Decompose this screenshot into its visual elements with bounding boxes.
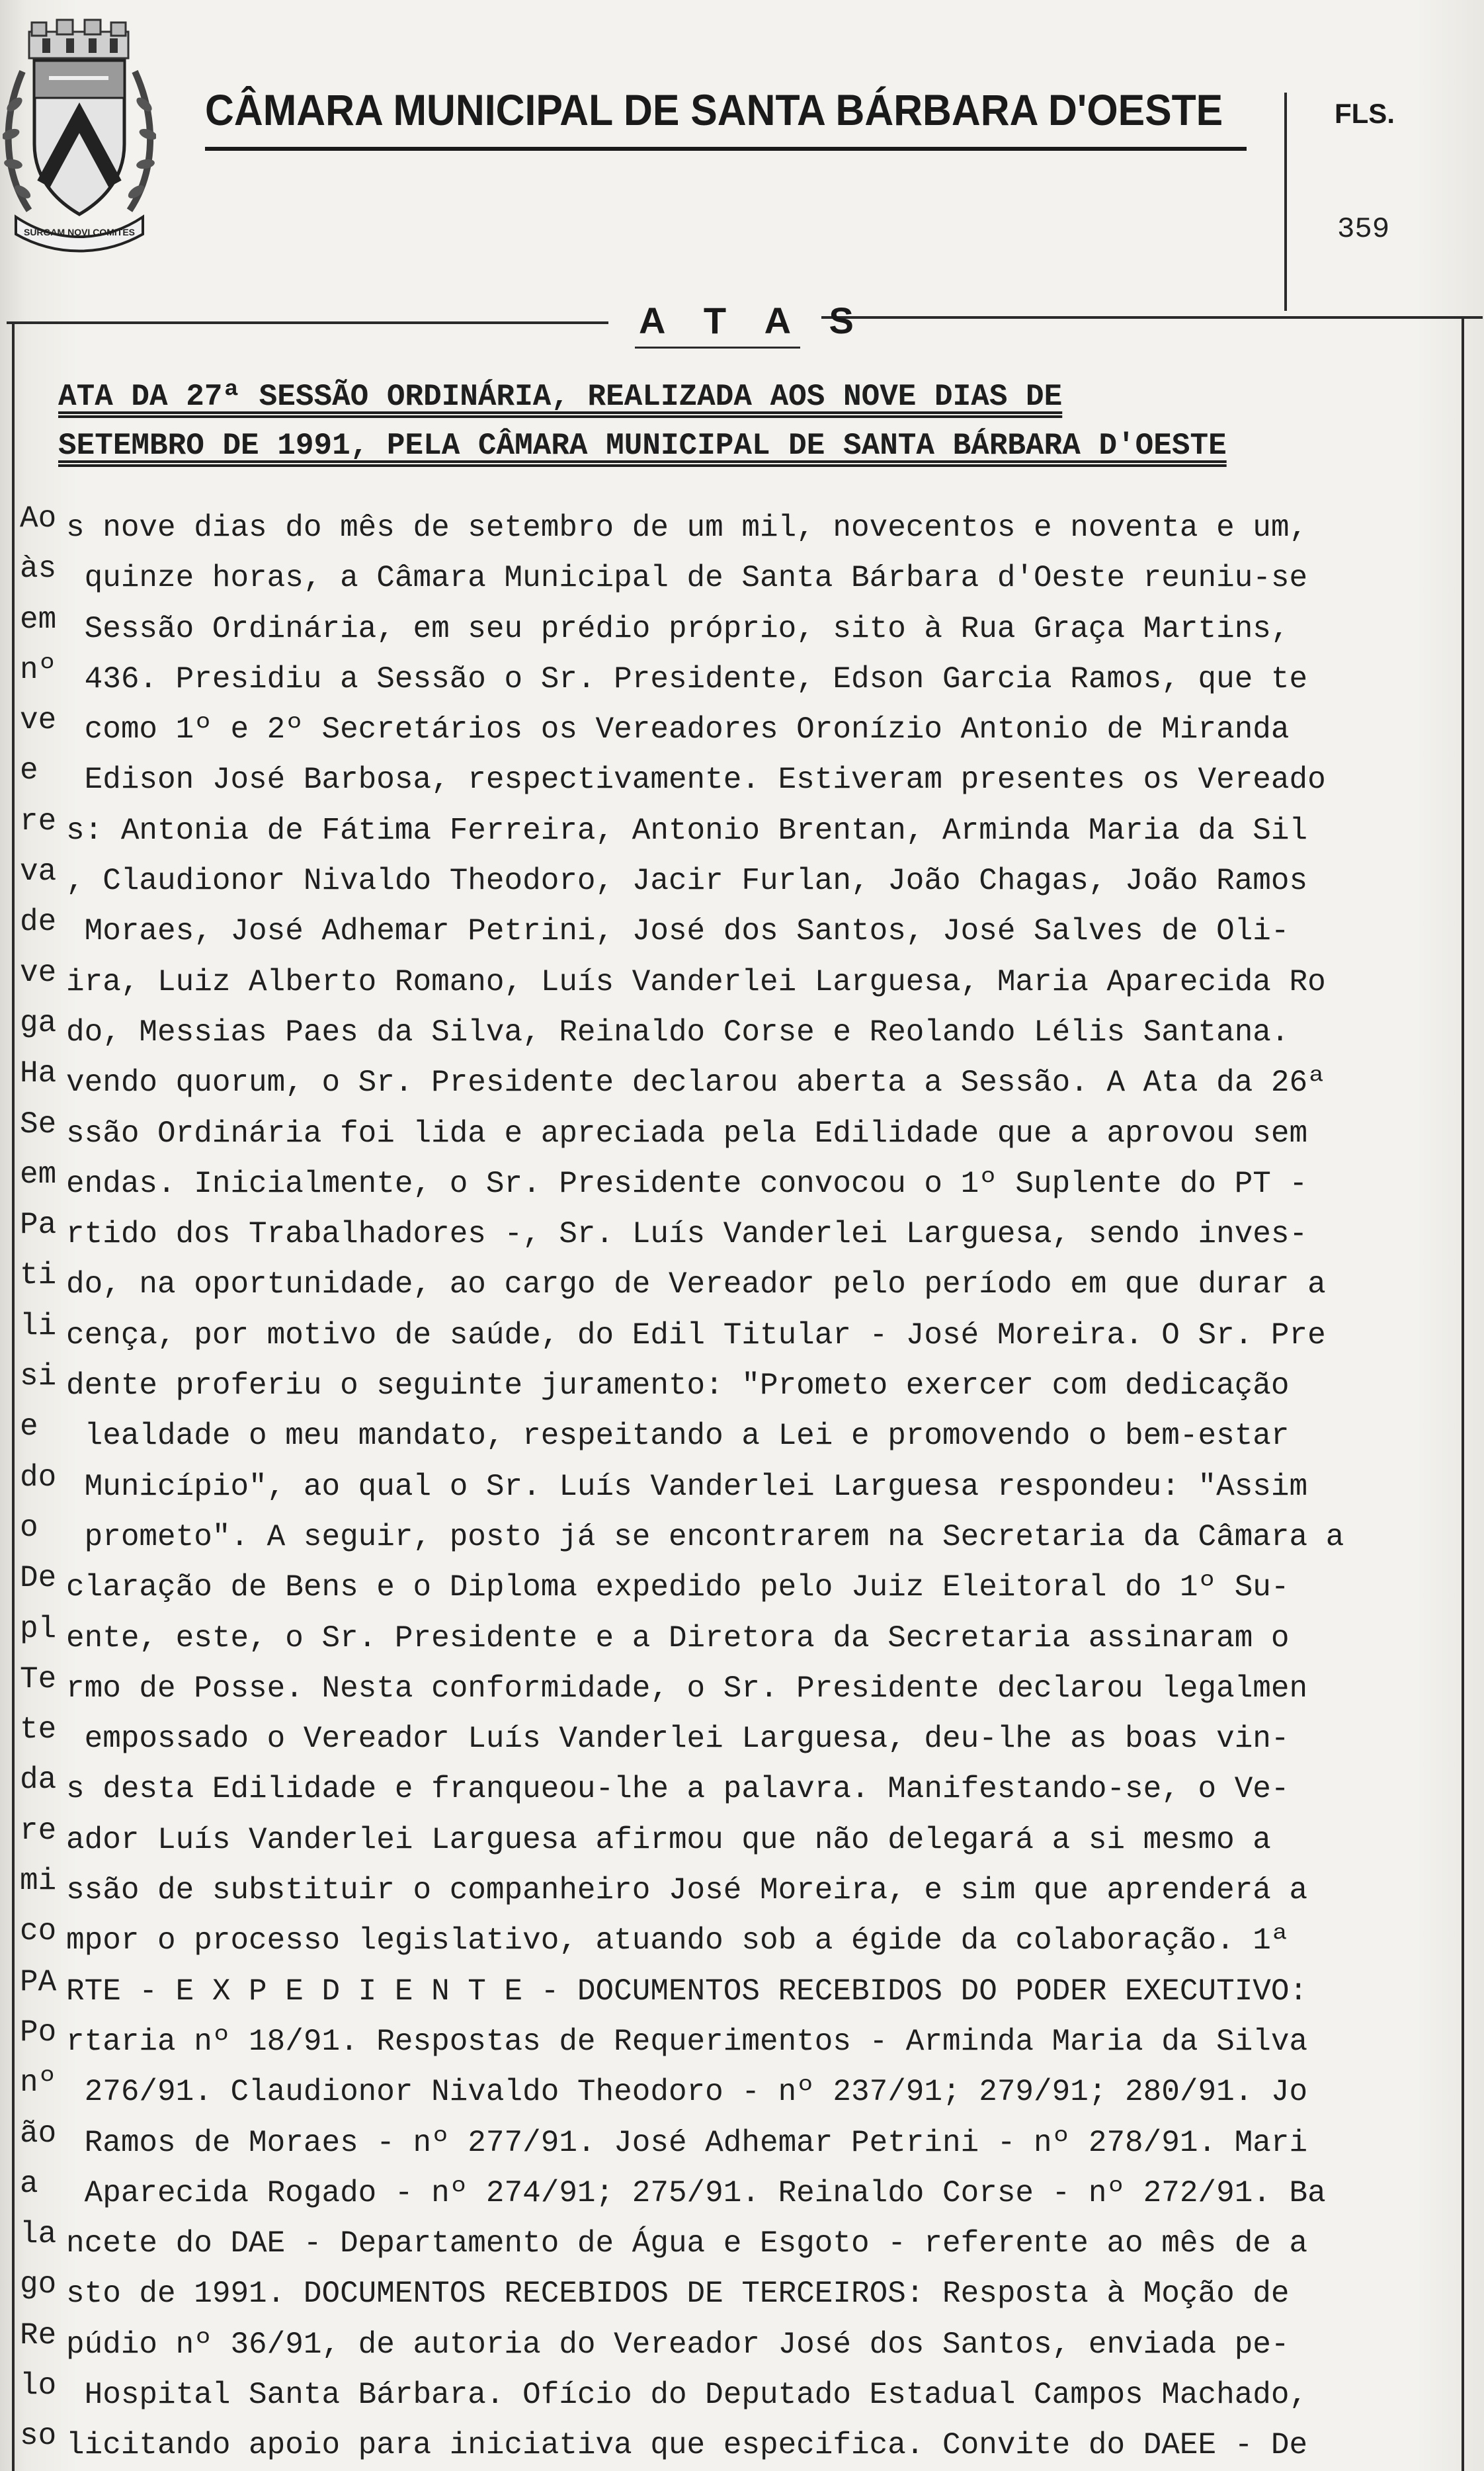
text-line	[20, 1714, 1462, 1764]
text-line	[20, 2017, 1462, 2067]
line-text: do, Messias Paes da Silva, Reinaldo Corse e Reolando Lélis Santana.	[66, 1015, 1290, 1050]
line-text: s desta Edilidade e franqueou-lhe a palavra. Manifestando-se, o Ve-	[66, 1772, 1290, 1807]
line-text: como 1º e 2º Secretários os Vereadores Oronízio Antonio de Miranda	[66, 712, 1290, 747]
svg-text:SURGAM NOVI COMITES: SURGAM NOVI COMITES	[23, 227, 136, 237]
line-margin-text: De	[20, 1561, 57, 1596]
line-text: Hospital Santa Bárbara. Ofício do Deputado Estadual Campos Machado,	[66, 2377, 1308, 2412]
line-margin-text: ve	[20, 703, 57, 738]
line-margin-text: si	[20, 1359, 57, 1394]
line-margin-text: em	[20, 602, 57, 637]
line-margin-text: lo	[20, 2368, 57, 2403]
text-line	[20, 1865, 1462, 1915]
text-line	[20, 503, 1462, 553]
text-line	[20, 755, 1462, 805]
line-margin-text: ti	[20, 1258, 57, 1293]
line-margin-text: Te	[20, 1661, 57, 1696]
text-line	[20, 2118, 1462, 2168]
line-text: prometo". A seguir, posto já se encontrarem na Secretaria da Câmara a	[66, 1519, 1344, 1554]
line-margin-text: re	[20, 1813, 57, 1848]
line-text: Aparecida Rogado - nº 274/91; 275/91. Reinaldo Corse - nº 272/91. Ba	[66, 2175, 1326, 2210]
line-text: , Claudionor Nivaldo Theodoro, Jacir Furlan, João Chagas, João Ramos	[66, 864, 1308, 899]
line-text: claração de Bens e o Diploma expedido pelo Juiz Eleitoral do 1º Su-	[66, 1570, 1290, 1605]
line-text: do, na oportunidade, ao cargo de Vereador pelo período em que durar a	[66, 1267, 1326, 1302]
line-margin-text: re	[20, 804, 57, 839]
line-text: endas. Inicialmente, o Sr. Presidente convocou o 1º Suplente do PT -	[66, 1166, 1308, 1201]
header-rule	[205, 147, 1247, 151]
heading-rule-left	[7, 321, 608, 324]
line-text: s: Antonia de Fátima Ferreira, Antonio Brentan, Arminda Maria da Sil	[66, 813, 1308, 848]
text-line	[20, 2370, 1462, 2420]
text-line	[20, 553, 1462, 603]
line-margin-text: li	[20, 1308, 57, 1343]
line-text: sto de 1991. DOCUMENTOS RECEBIDOS DE TERCEIROS: Resposta à Moção de	[66, 2277, 1290, 2312]
line-margin-text: co	[20, 1914, 57, 1949]
line-margin-text: te	[20, 1712, 57, 1747]
line-text: licitando apoio para iniciativa que especifica. Convite do DAEE - De	[66, 2428, 1308, 2463]
minutes-body	[20, 503, 1462, 2471]
line-margin-text: Ha	[20, 1056, 57, 1091]
frame-border-left	[12, 321, 15, 2471]
text-line	[20, 2320, 1462, 2370]
text-line	[20, 856, 1462, 906]
text-line	[20, 704, 1462, 755]
text-line	[20, 957, 1462, 1007]
coat-of-arms-icon	[3, 19, 156, 257]
line-text: cença, por motivo de saúde, do Edil Titular - José Moreira. O Sr. Pre	[66, 1318, 1326, 1353]
line-text: Edison José Barbosa, respectivamente. Estiveram presentes os Vereado	[66, 763, 1326, 798]
text-line	[20, 1259, 1462, 1310]
line-margin-text: nº	[20, 652, 57, 687]
line-text: Ramos de Moraes - nº 277/91. José Adhemar Petrini - nº 278/91. Mari	[66, 2125, 1308, 2160]
line-margin-text: em	[20, 1157, 57, 1192]
text-line	[20, 1512, 1462, 1562]
line-margin-text: PA	[20, 1964, 57, 1999]
text-line	[20, 906, 1462, 956]
section-heading-underline	[635, 347, 800, 349]
line-text: rtaria nº 18/91. Respostas de Requerimentos - Arminda Maria da Silva	[66, 2024, 1308, 2059]
line-text: ssão de substituir o companheiro José Moreira, e sim que aprenderá a	[66, 1873, 1308, 1908]
line-margin-text: e	[20, 753, 38, 788]
line-margin-text: a	[20, 2166, 38, 2201]
line-text: 276/91. Claudionor Nivaldo Theodoro - nº 237/91; 279/91; 280/91. Jo	[66, 2075, 1308, 2110]
line-text: mpor o processo legislativo, atuando sob a égide da colaboração. 1ª	[66, 1923, 1290, 1958]
text-line	[20, 1007, 1462, 1058]
line-text: rmo de Posse. Nesta conformidade, o Sr. Presidente declarou legalmen	[66, 1671, 1308, 1706]
line-margin-text: pl	[20, 1611, 57, 1646]
line-margin-text: la	[20, 2217, 57, 2252]
line-text: Município", ao qual o Sr. Luís Vanderlei Larguesa respondeu: "Assim	[66, 1469, 1308, 1504]
text-line	[20, 1361, 1462, 1411]
text-line	[20, 1310, 1462, 1361]
text-line	[20, 1915, 1462, 1966]
text-line	[20, 2218, 1462, 2269]
text-line	[20, 1109, 1462, 1159]
line-margin-text: go	[20, 2267, 57, 2302]
text-line	[20, 1663, 1462, 1714]
text-line	[20, 1966, 1462, 2017]
line-margin-text: va	[20, 855, 57, 890]
line-margin-text: da	[20, 1763, 57, 1798]
line-margin-text: e	[20, 1409, 38, 1445]
line-text: ssão Ordinária foi lida e apreciada pela Edilidade que a aprovou sem	[66, 1116, 1308, 1151]
line-text: s nove dias do mês de setembro de um mil, novecentos e noventa e um,	[66, 511, 1308, 545]
line-margin-text: mi	[20, 1864, 57, 1899]
line-text: dente proferiu o seguinte juramento: "Prometo exercer com dedicação	[66, 1368, 1290, 1403]
line-margin-text: do	[20, 1460, 57, 1495]
line-margin-text: às	[20, 552, 57, 587]
line-text: ente, este, o Sr. Presidente e a Diretora da Secretaria assinaram o	[66, 1620, 1290, 1655]
line-margin-text: nº	[20, 2066, 57, 2101]
text-line	[20, 806, 1462, 856]
line-text: lealdade o meu mandato, respeitando a Lei e promovendo o bem-estar	[66, 1419, 1290, 1454]
section-heading: A T A S	[639, 300, 868, 341]
text-line	[20, 1764, 1462, 1814]
line-margin-text: Se	[20, 1107, 57, 1142]
line-text: RTE - E X P E D I E N T E - DOCUMENTOS RECEBIDOS DO PODER EXECUTIVO:	[66, 1974, 1308, 2009]
line-text: ncete do DAE - Departamento de Água e Esgoto - referente ao mês de a	[66, 2226, 1308, 2261]
line-margin-text: Po	[20, 2015, 57, 2050]
document-title-line-2: SETEMBRO DE 1991, PELA CÂMARA MUNICIPAL DE SANTA BÁRBARA D'OESTE	[58, 429, 1227, 463]
line-margin-text: o	[20, 1510, 38, 1545]
line-margin-text: Pa	[20, 1208, 57, 1243]
line-text: rtido dos Trabalhadores -, Sr. Luís Vanderlei Larguesa, sendo inves-	[66, 1217, 1308, 1252]
text-line	[20, 1613, 1462, 1663]
text-line	[20, 1562, 1462, 1612]
line-margin-text: ão	[20, 2116, 57, 2151]
line-text: empossado o Vereador Luís Vanderlei Larguesa, deu-lhe as boas vin-	[66, 1722, 1290, 1757]
text-line	[20, 1462, 1462, 1512]
text-line	[20, 2067, 1462, 2117]
text-line	[20, 604, 1462, 654]
text-line	[20, 1411, 1462, 1461]
folio-label: FLS.	[1335, 98, 1395, 129]
frame-border-right	[1462, 316, 1464, 2471]
text-line	[20, 1159, 1462, 1209]
line-margin-text: Ao	[20, 501, 57, 536]
line-text: Sessão Ordinária, em seu prédio próprio, sito à Rua Graça Martins,	[66, 611, 1290, 646]
line-text: quinze horas, a Câmara Municipal de Santa Bárbara d'Oeste reuniu-se	[66, 561, 1308, 596]
line-margin-text: so	[20, 2419, 57, 2454]
line-text: ira, Luiz Alberto Romano, Luís Vanderlei Larguesa, Maria Aparecida Ro	[66, 964, 1326, 999]
text-line	[20, 2420, 1462, 2470]
line-margin-text: ve	[20, 955, 57, 990]
text-line	[20, 2269, 1462, 2319]
text-line	[20, 654, 1462, 704]
line-text: ador Luís Vanderlei Larguesa afirmou que não delegará a si mesmo a	[66, 1822, 1271, 1857]
institution-title: CÂMARA MUNICIPAL DE SANTA BÁRBARA D'OESTE	[205, 85, 1223, 134]
line-margin-text: ga	[20, 1005, 57, 1040]
page-number: 359	[1337, 213, 1390, 246]
text-line	[20, 2168, 1462, 2218]
document-title-line-1: ATA DA 27ª SESSÃO ORDINÁRIA, REALIZADA AOS NOVE DIAS DE	[58, 380, 1063, 414]
line-margin-text: Re	[20, 2318, 57, 2353]
line-text: Moraes, José Adhemar Petrini, José dos Santos, José Salves de Oli-	[66, 914, 1290, 949]
line-text: vendo quorum, o Sr. Presidente declarou aberta a Sessão. A Ata da 26ª	[66, 1066, 1326, 1101]
line-margin-text: de	[20, 905, 57, 940]
line-text: 436. Presidiu a Sessão o Sr. Presidente, Edson Garcia Ramos, que te	[66, 661, 1308, 696]
text-line	[20, 1815, 1462, 1865]
fls-divider	[1284, 93, 1287, 311]
line-text: púdio nº 36/91, de autoria do Vereador José dos Santos, enviada pe-	[66, 2327, 1290, 2362]
heading-rule-right	[821, 316, 1483, 319]
text-line	[20, 1209, 1462, 1259]
text-line	[20, 1058, 1462, 1108]
